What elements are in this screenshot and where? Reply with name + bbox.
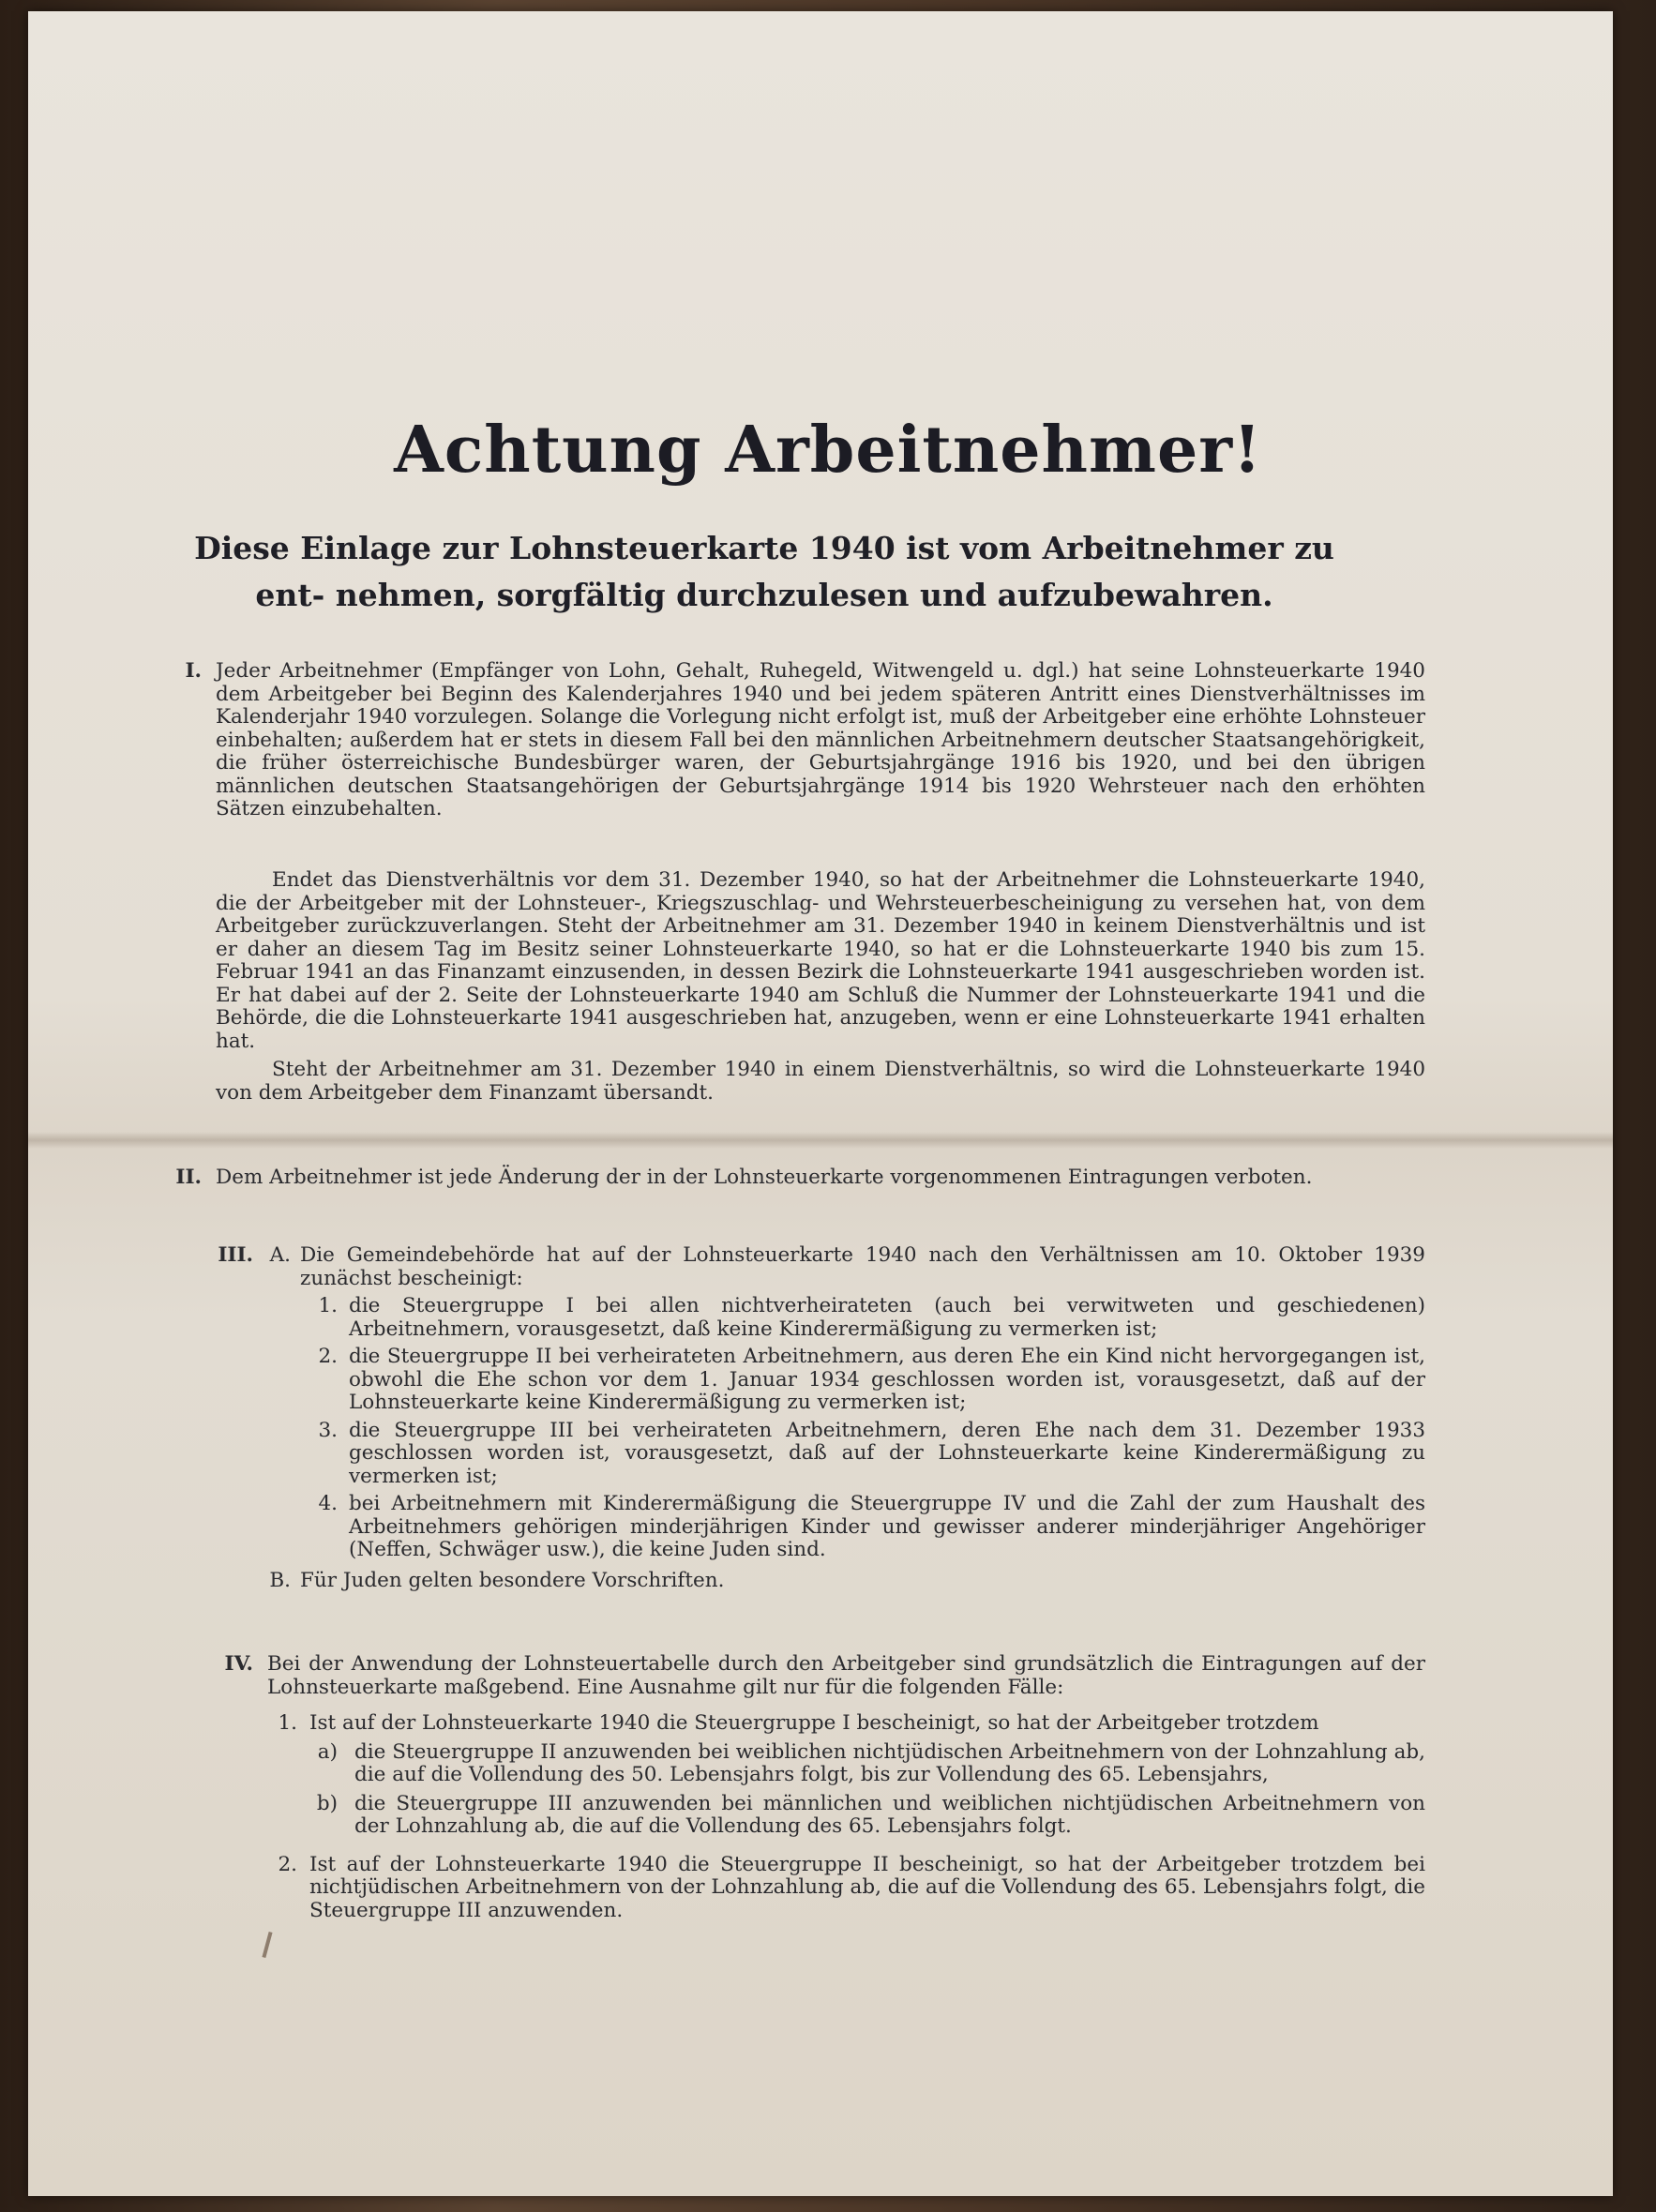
list-item-number: 3.	[318, 1418, 338, 1442]
list-item	[300, 1420, 1425, 1489]
list-item	[300, 1295, 1425, 1341]
sub-item-text: die Steuergruppe III anzuwenden bei männlichen und weiblichen nichtjüdischen Arbeitnehmern von der Lohnzahlung ab, die auf die Vollendung des 65. Lebensjahrs folgt.	[354, 1791, 1425, 1838]
section-3-b	[269, 1568, 1425, 1593]
section-2	[175, 1166, 1425, 1190]
document-subtitle: Diese Einlage zur Lohnsteuerkarte 1940 ist vom Arbeitnehmer zu ent- nehmen, sorgfältig durchzulesen und aufzubewahren.	[194, 530, 1334, 613]
section-3-a-label: A.	[269, 1243, 291, 1267]
list-item-text: bei Arbeitnehmern mit Kinderermäßigung die Steuergruppe IV und die Zahl der zum Haushalt des Arbeitnehmers gehörigen minderjährigen Kinder und gewisser anderer minderjähriger Angehöriger (Neffen, Schwäger usw.), die keine Juden sind.	[349, 1492, 1425, 1561]
section-4-item-1	[267, 1712, 1425, 1736]
section-3	[218, 1243, 1425, 1592]
section-3-b-text: Für Juden gelten besondere Vorschriften.	[300, 1568, 725, 1592]
list-item-number: 2.	[278, 1852, 297, 1876]
section-1-number: I.	[185, 659, 202, 683]
section-1-paragraph-2: Endet das Dienstverhältnis vor dem 31. Dezember 1940, so hat der Arbeitnehmer die Lohnsteuerkarte 1940, die der Arbeitgeber mit der Lohnsteuer-, Kriegszuschlag- und Wehrsteuerbescheinigung zu versehen hat, von dem Arbeitgeber zurückzuverlangen. Steht der Arbeitnehmer am 31. Dezember 1940 in keinem Dienstverhältnis und ist er daher an diesem Tag im Besitz seiner Lohnsteuerkarte 1940, so hat er die Lohnsteuerkarte 1940 bis zum 15. Februar 1941 an das Finanzamt einzusenden, in dessen Bezirk die Lohnsteuerkarte 1941 ausgeschrieben worden ist. Er hat dabei auf der 2. Seite der Lohnsteuerkarte 1940 am Schluß die Nummer der Lohnsteuerkarte 1941 und die Behörde, die die Lohnsteuerkarte 1941 ausgeschrieben hat, anzugeben, wenn er eine Lohnsteuerkarte 1941 erhalten hat.	[216, 868, 1425, 1053]
paper-fold	[28, 1132, 1613, 1149]
sub-item-text: die Steuergruppe II anzuwenden bei weiblichen nichtjüdischen Arbeitnehmern von der Lohnzahlung ab, die auf die Vollendung des 50. Lebensjahrs folgt, bis zur Vollendung des 65. Lebensjahrs,	[354, 1739, 1425, 1786]
section-4-intro: Bei der Anwendung der Lohnsteuertabelle durch den Arbeitgeber sind grundsätzlich die Eintragungen auf der Lohnsteuerkarte maßgebend. Eine Ausnahme gilt nur für die folgenden Fälle:	[267, 1652, 1425, 1699]
list-item-text: die Steuergruppe II bei verheirateten Arbeitnehmern, aus deren Ehe ein Kind nicht hervorgegangen ist, obwohl die Ehe schon vor dem 1. Januar 1934 geschlossen worden ist, vorausgesetzt, daß auf der Lohnsteuerkarte keine Kinderermäßigung zu vermerken ist;	[349, 1345, 1425, 1414]
section-3-a-text: Die Gemeindebehörde hat auf der Lohnsteuerkarte 1940 nach den Verhältnissen am 10. Oktober 1939 zunächst bescheinigt:	[300, 1243, 1425, 1290]
section-4-number: IV.	[224, 1652, 253, 1676]
list-item-number: 2.	[318, 1345, 338, 1368]
list-item-number: 4.	[318, 1492, 338, 1515]
sub-item-label: a)	[317, 1739, 338, 1764]
section-4-item-2	[267, 1854, 1425, 1923]
list-item-number: 1.	[318, 1294, 338, 1317]
list-item	[300, 1493, 1425, 1562]
section-4-sub-a	[309, 1741, 1425, 1787]
list-item-text: Ist auf der Lohnsteuerkarte 1940 die Steuergruppe I bescheinigt, so hat der Arbeitgeber trotzdem	[309, 1711, 1319, 1735]
list-item	[300, 1346, 1425, 1415]
sub-item-label: b)	[316, 1791, 338, 1815]
section-3-b-label: B.	[269, 1568, 291, 1592]
list-item-text: die Steuergruppe I bei allen nichtverheirateten (auch bei verwitweten und geschiedenen) Arbeitnehmern, vorausgesetzt, daß keine Kinderermäßigung zu vermerken ist;	[349, 1294, 1425, 1341]
section-1-paragraph-3: Steht der Arbeitnehmer am 31. Dezember 1940 in einem Dienstverhältnis, so wird die Lohnsteuerkarte 1940 von dem Arbeitgeber dem Finanzamt übersandt.	[216, 1058, 1425, 1105]
section-4	[224, 1652, 1425, 1922]
section-4-sub-b	[309, 1793, 1425, 1839]
section-2-number: II.	[175, 1166, 202, 1189]
list-item-text: Ist auf der Lohnsteuerkarte 1940 die Steuergruppe II bescheinigt, so hat der Arbeitgeber trotzdem bei nichtjüdischen Arbeitnehmern von der Lohnzahlung ab, die auf die Vollendung des 65. Lebensjahrs folgt, die Steuergruppe III anzuwenden.	[309, 1852, 1425, 1922]
section-3-number: III.	[218, 1243, 253, 1267]
section-1-paragraph-1: Jeder Arbeitnehmer (Empfänger von Lohn, Gehalt, Ruhegeld, Witwengeld u. dgl.) hat seine Lohnsteuerkarte 1940 dem Arbeitgeber bei Beginn des Kalenderjahres 1940 und bei jedem späteren Antritt eines Dienstverhältnisses im Kalenderjahr 1940 vorzulegen. Solange die Vorlegung nicht erfolgt ist, muß der Arbeitgeber eine erhöhte Lohnsteuer einbehalten; außerdem hat er stets in diesem Fall bei den männlichen Arbeitnehmern deutscher Staatsangehörigkeit, die früher österreichische Bundesbürger waren, der Geburtsjahrgänge 1916 bis 1920, und bei den übrigen männlichen deutschen Staatsangehörigen der Geburtsjahrgänge 1914 bis 1920 Wehrsteuer nach den erhöhten Sätzen einzubehalten.	[216, 659, 1425, 820]
section-1	[185, 659, 1425, 1105]
list-item-text: die Steuergruppe III bei verheirateten Arbeitnehmern, deren Ehe nach dem 31. Dezember 1933 geschlossen worden ist, vorausgesetzt, daß auf der Lohnsteuerkarte keine Kinderermäßigung zu vermerken ist;	[349, 1418, 1425, 1488]
section-2-paragraph: Dem Arbeitnehmer ist jede Änderung der in der Lohnsteuerkarte vorgenommenen Eintragungen verboten.	[216, 1166, 1313, 1189]
document-title: Achtung Arbeitnehmer!	[394, 413, 1262, 488]
list-item-number: 1.	[278, 1711, 297, 1735]
